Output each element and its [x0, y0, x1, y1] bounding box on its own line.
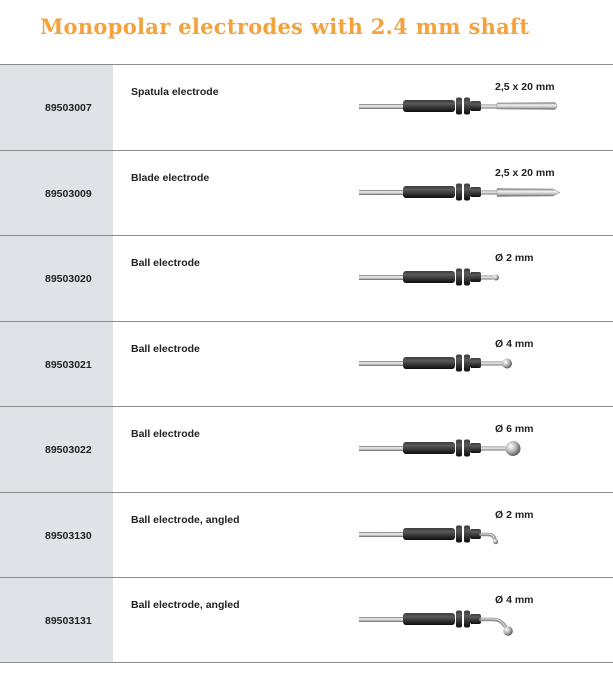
product-name: Ball electrode: [131, 428, 200, 440]
tip-size-label: Ø 2 mm: [495, 252, 534, 264]
table-row: [0, 150, 613, 236]
table-row: [0, 64, 613, 150]
tip-size-label: Ø 6 mm: [495, 423, 534, 435]
ball-electrode-image: [355, 258, 565, 298]
tip-size-label: 2,5 x 20 mm: [495, 166, 555, 179]
table-row: [0, 406, 613, 492]
spatula-electrode-image: [355, 87, 565, 127]
article-number: 89503131: [45, 615, 92, 627]
article-number-cell: [0, 407, 113, 492]
article-number-cell: [0, 151, 113, 236]
article-number: 89503021: [45, 358, 92, 371]
product-table: [0, 64, 613, 663]
product-name: Blade electrode: [131, 171, 210, 184]
ball-electrode-image: [355, 344, 565, 384]
article-number: 89503130: [45, 529, 92, 542]
angled-ball-electrode-image: [355, 515, 565, 555]
table-row: [0, 577, 613, 663]
angled-ball-electrode-image: [355, 600, 565, 640]
product-name: Ball electrode: [131, 342, 200, 355]
tip-size-label: Ø 4 mm: [495, 337, 534, 350]
article-number-cell: [0, 578, 113, 662]
blade-electrode-image: [355, 173, 565, 213]
product-name: Spatula electrode: [131, 86, 219, 98]
table-row: [0, 235, 613, 321]
article-number-cell: [0, 65, 113, 150]
article-number: 89503020: [45, 273, 92, 285]
article-number: 89503007: [45, 102, 92, 114]
product-name: Ball electrode, angled: [131, 599, 240, 611]
tip-size-label: Ø 4 mm: [495, 594, 534, 606]
article-number-cell: [0, 493, 113, 578]
table-row: [0, 492, 613, 578]
page-title: Monopolar electrodes with 2.4 mm shaft: [40, 14, 530, 39]
tip-size-label: Ø 2 mm: [495, 508, 534, 521]
article-number: 89503009: [45, 187, 92, 200]
article-number: 89503022: [45, 444, 92, 456]
tip-size-label: 2,5 x 20 mm: [495, 81, 555, 93]
article-number-cell: [0, 322, 113, 407]
ball-electrode-image: [355, 429, 565, 469]
product-name: Ball electrode: [131, 257, 200, 269]
table-row: [0, 321, 613, 407]
article-number-cell: [0, 236, 113, 321]
product-name: Ball electrode, angled: [131, 513, 240, 526]
